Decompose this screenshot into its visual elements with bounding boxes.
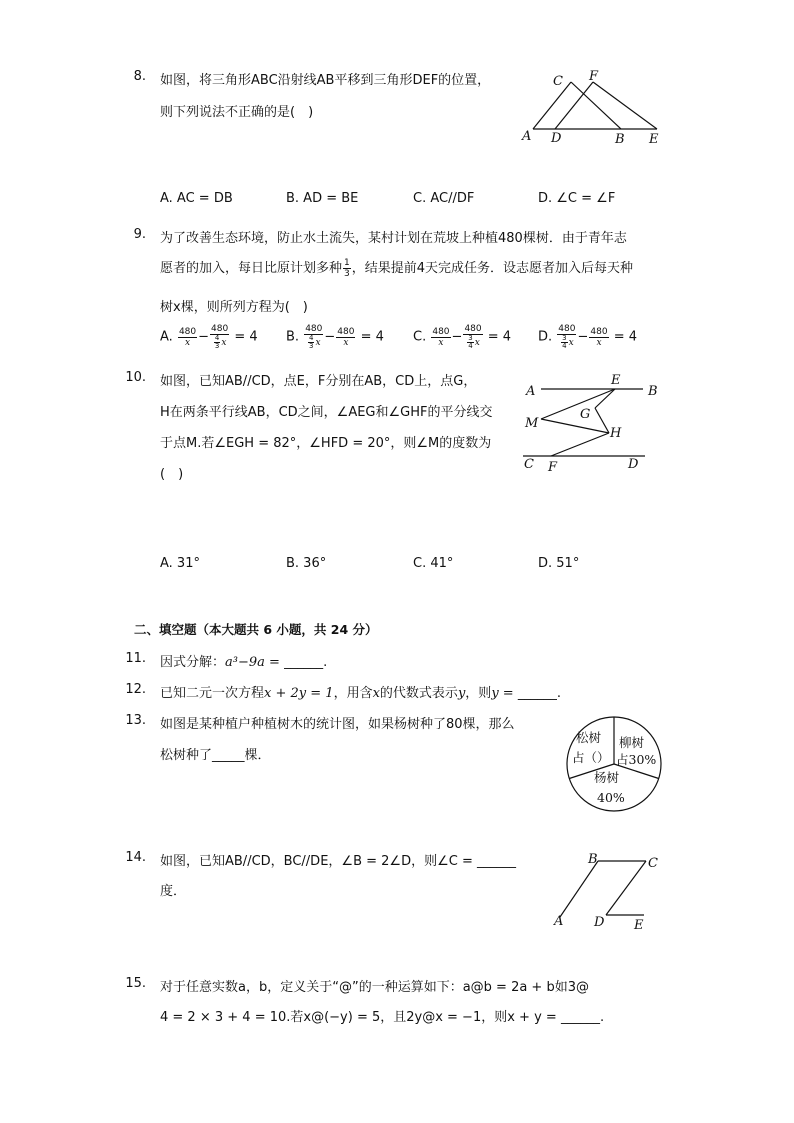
label-f: F <box>589 69 599 84</box>
question-text: 因式分解：a³−9a = ______. <box>160 655 328 670</box>
question-number: 12. <box>125 682 146 697</box>
question-number: 11. <box>125 651 146 666</box>
option-b: B. 480 $\frac{4}{3}$ x − $\frac{480}{x}$ = 4 <box>286 324 384 350</box>
label-h: H <box>610 426 622 441</box>
option-b: B. AD = BE <box>286 191 359 206</box>
answer-blank: ______ <box>284 655 324 670</box>
option-d: D. 51° <box>538 556 580 571</box>
question-number: 9. <box>133 227 146 242</box>
option-d: D. 480 $\frac{3}{4}$ x − $\frac{480}{x}$ = 4 <box>538 324 638 350</box>
question-text-line2: 度． <box>160 884 187 899</box>
question-text-line1: 如图，已知AB//CD，点E，F分别在AB，CD上，点G， <box>160 374 477 389</box>
slice-value-willow: 占30% <box>616 752 657 767</box>
question-text-line2: H在两条平行线AB，CD之间，∠AEG和∠GHF的平分线交 <box>160 405 493 420</box>
label-d: D <box>551 131 562 146</box>
question-number: 15. <box>125 976 146 991</box>
section-title: 二、填空题（本大题共 6 小题，共 24 分） <box>134 622 378 637</box>
slice-label-pine: 松树 <box>576 730 602 745</box>
option-c: C. 41° <box>413 556 454 571</box>
slice-label-willow: 柳树 <box>619 735 645 750</box>
label-c: C <box>524 457 534 472</box>
option-b: B. 36° <box>286 556 327 571</box>
label-f: F <box>548 460 558 475</box>
label-e: E <box>649 132 659 147</box>
label-g: G <box>580 407 591 422</box>
triangle-translation-figure <box>515 62 675 152</box>
question-text-line3: 于点M.若∠EGH = 82°，∠HFD = 20°，则∠M的度数为 <box>160 436 492 451</box>
label-a: A <box>554 914 564 929</box>
label-c: C <box>553 74 563 89</box>
question-text-line1: 如图是某种植户种植树木的统计图，如果杨树种了80棵，那么 <box>160 717 515 732</box>
slice-value-pine: 占（） <box>572 750 610 765</box>
question-number: 8. <box>133 69 146 84</box>
option-d: D. ∠C = ∠F <box>538 191 616 206</box>
label-a: A <box>526 384 536 399</box>
label-b: B <box>615 132 625 147</box>
option-c: C. $\frac{480}{x}$ − 480 $\frac{3}{4}$ x = 4 <box>413 324 512 350</box>
pie-chart <box>562 712 666 816</box>
label-b: B <box>648 384 658 399</box>
question-text-line1: 为了改善生态环境，防止水土流失，某村计划在荒坡上种植480棵树．由于青年志 <box>160 231 627 246</box>
label-d: D <box>594 915 605 930</box>
option-a: A. 31° <box>160 556 200 571</box>
label-d: D <box>628 457 639 472</box>
option-c: C. AC//DF <box>413 191 475 206</box>
question-text-line3: 树x棵，则所列方程为( ) <box>160 300 308 315</box>
option-a: A. $\frac{480}{x}$ − 480 $\frac{4}{3}$ x = 4 <box>160 324 258 350</box>
question-number: 14. <box>125 850 146 865</box>
question-text-line4: ( ) <box>160 467 184 482</box>
question-number: 10. <box>125 370 146 385</box>
label-m: M <box>525 416 539 431</box>
question-text-line1: 如图，将三角形ABC沿射线AB平移到三角形DEF的位置， <box>160 73 491 88</box>
label-c: C <box>648 856 658 871</box>
question-number: 13. <box>125 713 146 728</box>
slice-value-poplar: 40% <box>597 790 625 805</box>
answer-blank: _____ <box>212 748 245 763</box>
option-a: A. AC = DB <box>160 191 233 206</box>
label-b: B <box>588 852 598 867</box>
parallelogram-figure <box>548 845 668 940</box>
fraction: $\frac{1}{3}$ <box>344 258 350 279</box>
question-text-line2: 4 = 2 × 3 + 4 = 10.若x@(−y) = 5，且2y@x = −1，则x + y = ______. <box>160 1010 605 1025</box>
question-text-line2: 愿者的加入，每日比原计划多种 $\frac{1}{3}$ ，结果提前4天完成任务．设志愿者加入后每天种 <box>160 258 634 279</box>
question-text-line2: 则下列说法不正确的是( ) <box>160 105 314 120</box>
slice-label-poplar: 杨树 <box>594 770 620 785</box>
question-text-line1: 对于任意实数a，b，定义关于“@”的一种运算如下：a@b = 2a + b如3@ <box>160 980 589 995</box>
label-e: E <box>611 373 621 388</box>
question-text-line1: 如图，已知AB//CD，BC//DE，∠B = 2∠D，则∠C = ______ <box>160 854 516 869</box>
label-e: E <box>634 918 644 933</box>
answer-blank: ______ <box>476 854 516 869</box>
answer-blank: ______ <box>560 1010 600 1025</box>
question-text: 已知二元一次方程x + 2y = 1，用含x的代数式表示y，则y = ______. <box>160 686 561 701</box>
question-text-line2: 松树种了_____棵． <box>160 748 271 763</box>
label-a: A <box>522 129 532 144</box>
answer-blank: ______ <box>517 686 557 701</box>
parallel-lines-figure <box>515 368 675 478</box>
